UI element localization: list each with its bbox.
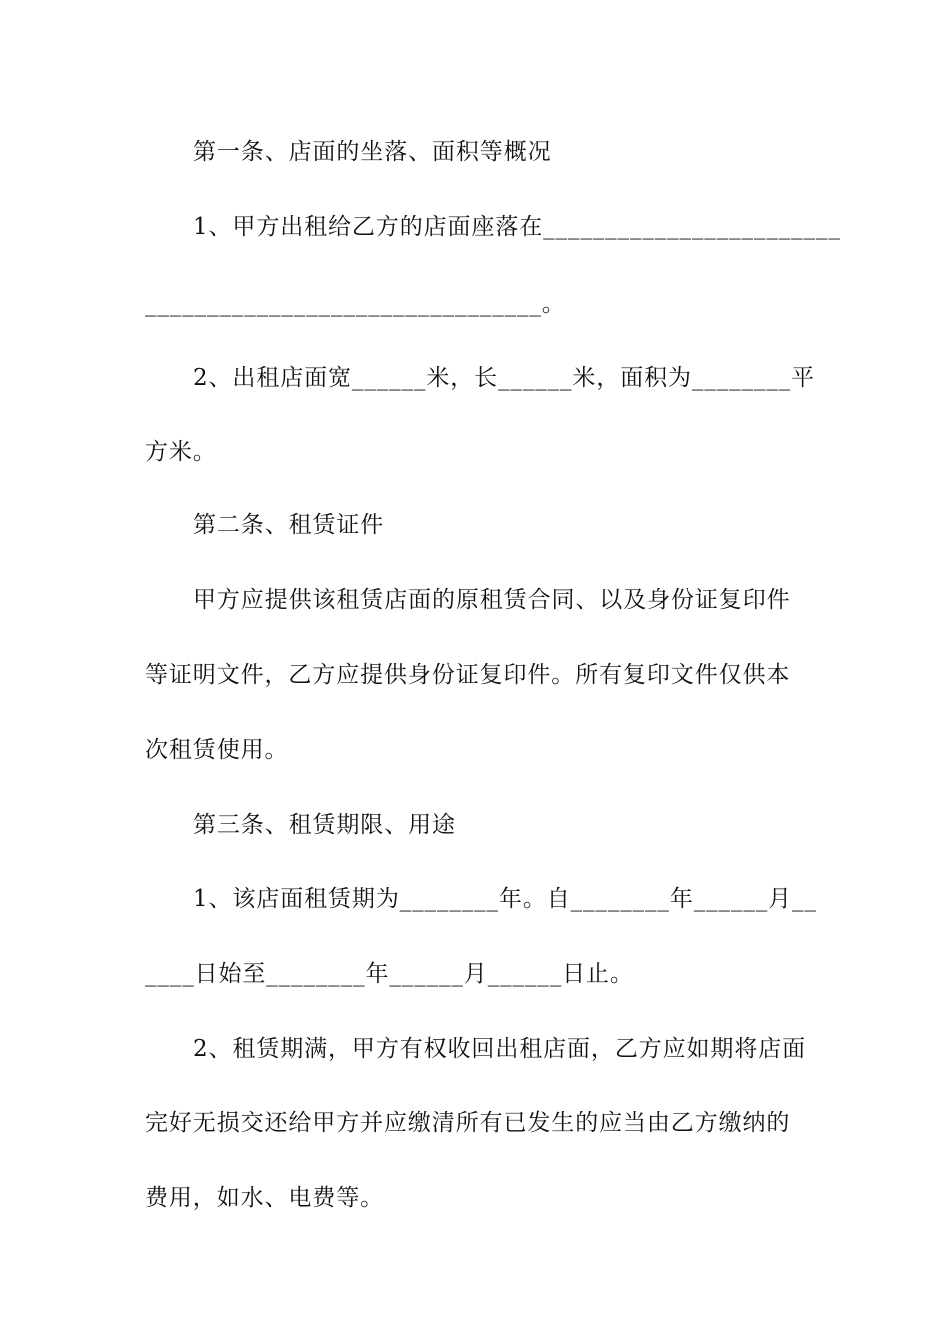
article-3-clause-2-line-1: 2、租赁期满，甲方有权收回出租店面，乙方应如期将店面 xyxy=(193,1036,807,1062)
article-3-clause-1-line-2: ____日始至________年______月______日止。 xyxy=(145,961,634,987)
article-2-body-line-3: 次租赁使用。 xyxy=(145,737,289,763)
article-3-heading: 第三条、租赁期限、用途 xyxy=(193,812,456,838)
article-3-clause-2-line-2: 完好无损交还给甲方并应缴清所有已发生的应当由乙方缴纳的 xyxy=(145,1110,791,1136)
article-3-clause-2-line-3: 费用，如水、电费等。 xyxy=(145,1185,384,1211)
article-1-clause-1-line-1: 1、甲方出租给乙方的店面座落在________________________ xyxy=(193,214,841,240)
article-1-clause-1-line-2: ________________________________。 xyxy=(145,291,566,317)
article-3-clause-1-line-1: 1、该店面租赁期为________年。自________年______月__ xyxy=(193,886,817,912)
article-1-clause-2-line-2: 方米。 xyxy=(145,439,217,465)
article-1-clause-2-line-1: 2、出租店面宽______米，长______米，面积为________平 xyxy=(193,365,816,391)
article-2-body-line-2: 等证明文件，乙方应提供身份证复印件。所有复印文件仅供本 xyxy=(145,662,791,688)
article-2-body-line-1: 甲方应提供该租赁店面的原租赁合同、以及身份证复印件 xyxy=(193,587,791,613)
article-2-heading: 第二条、租赁证件 xyxy=(193,512,385,538)
article-1-heading: 第一条、店面的坐落、面积等概况 xyxy=(193,139,552,165)
